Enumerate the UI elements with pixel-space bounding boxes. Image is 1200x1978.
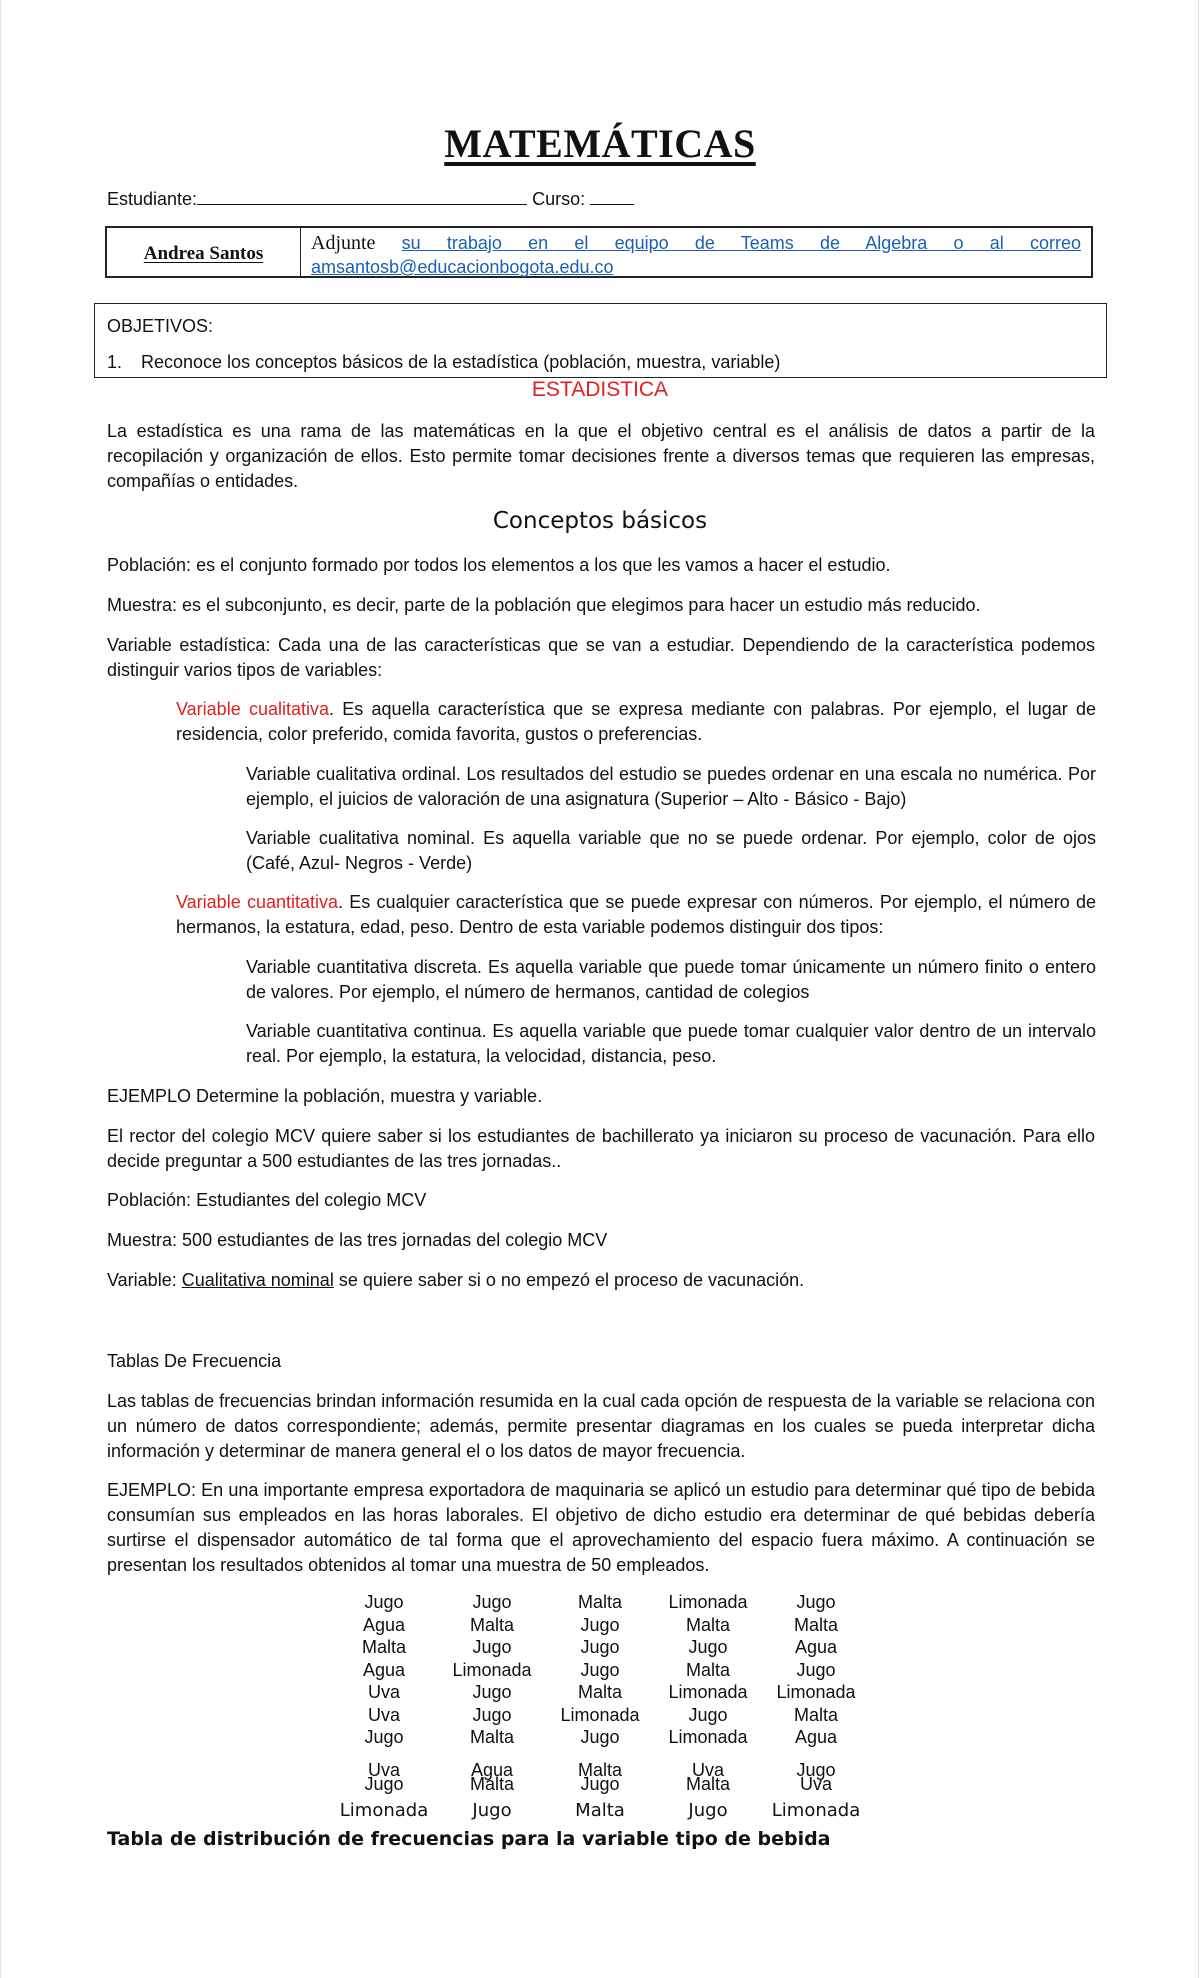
grid-cell: Malta [685, 1614, 730, 1635]
grid-cell: Jugo [688, 1704, 728, 1725]
grid-cell: Malta [469, 1614, 514, 1635]
grid-cell: Jugo [580, 1774, 620, 1794]
grid-cell: Limonada [771, 1799, 861, 1821]
example1-variable-type: Cualitativa nominal [181, 1270, 334, 1290]
poblacion-text: es el conjunto formado por todos los elementos a los que les vamos a hacer el estudio. [196, 555, 891, 575]
grid-cell: Malta [793, 1704, 838, 1725]
grid-cell: Malta [575, 1799, 625, 1821]
concept-poblacion [107, 553, 1095, 578]
course-field[interactable] [590, 186, 634, 205]
grid-cell: Limonada [339, 1799, 429, 1821]
muestra-term: Muestra: [107, 595, 178, 615]
grid-cell: Uva [367, 1682, 400, 1702]
objective-text: Reconoce los conceptos básicos de la estadística (población, muestra, variable) [141, 352, 781, 372]
discreta-text: . Es aquella variable que puede tomar únicamente un número finito o entero de valores. Por ejemplo, el número de hermanos, cantidad de colegios [246, 957, 1096, 1002]
grid-cell: Malta [577, 1682, 622, 1702]
example1-text: El rector del colegio MCV quiere saber si los estudiantes de bachillerato ya iniciaron su proceso de vacunación. Para ello decide preguntar a 500 estudiantes de las tres jornadas.. [107, 1126, 1095, 1171]
grid-cell: Agua [470, 1759, 514, 1780]
course-label: Curso: [532, 189, 586, 209]
grid-cell: Jugo [472, 1799, 512, 1821]
student-line [107, 186, 634, 210]
continua-text: . Es aquella variable que puede tomar cualquier valor dentro de un intervalo real. Por ejemplo, la estatura, la velocidad, distancia, peso. [246, 1021, 1096, 1066]
table-caption: Tabla de distribución de frecuencias para la variable tipo de bebida [107, 1828, 831, 1850]
grid-row [330, 1659, 870, 1682]
example1-variable-text: se quiere saber si o no empezó el proceso de vacunación. [338, 1270, 805, 1290]
grid-cell: Uva [799, 1774, 832, 1794]
grid-cell: Jugo [364, 1592, 404, 1612]
objectives-box [94, 303, 1107, 378]
poblacion-term: Población: [107, 555, 192, 575]
grid-cell: Jugo [796, 1759, 836, 1780]
example1-muestra-value: 500 estudiantes de las tres jornadas del colegio MCV [182, 1230, 608, 1250]
grid-row [330, 1681, 870, 1704]
submission-instructions [301, 228, 1091, 276]
grid-cell: Uva [367, 1704, 400, 1725]
grid-cell: Jugo [580, 1659, 620, 1680]
variable-term: Variable estadística: [107, 635, 271, 655]
grid-cell: Jugo [472, 1704, 512, 1725]
teacher-email-link[interactable]: amsantosb@educacionbogota.edu.co [311, 257, 614, 277]
example1-poblacion-label: Población: [107, 1190, 192, 1210]
concept-ordinal [246, 762, 1096, 812]
grid-cell: Limonada [776, 1682, 856, 1702]
grid-cell: Malta [577, 1592, 622, 1612]
example1-heading: EJEMPLO Determine la población, muestra y variable. [107, 1086, 543, 1106]
grid-cell: Uva [691, 1759, 724, 1780]
continua-term: Variable cuantitativa continua [246, 1021, 482, 1041]
grid-cell: Malta [685, 1774, 730, 1794]
grid-cell: Limonada [560, 1704, 640, 1725]
grid-cell: Limonada [668, 1682, 748, 1702]
teacher-name: Andrea Santos [107, 228, 301, 276]
grid-cell: Uva [367, 1759, 400, 1780]
frequency-heading: Tablas De Frecuencia [107, 1351, 282, 1371]
drinks-data-grid [330, 1591, 870, 1822]
grid-cell: Jugo [364, 1774, 404, 1794]
cuantitativa-term: Variable cuantitativa [176, 892, 339, 912]
cualitativa-term: Variable cualitativa [176, 699, 330, 719]
grid-cell: Agua [794, 1727, 838, 1747]
grid-cell: Limonada [668, 1592, 748, 1612]
grid-cell: Jugo [796, 1592, 836, 1612]
grid-row [330, 1726, 870, 1749]
grid-cell: Jugo [580, 1614, 620, 1635]
instructions-teams-link[interactable]: su trabajo en el equipo de Teams de Algebra o al correo [401, 233, 1081, 253]
variable-text: Cada una de las características que se van a estudiar. Dependiendo de la característica podemos distinguir varios tipos de variables: [107, 635, 1095, 680]
grid-cell: Malta [685, 1659, 730, 1680]
page-title: MATEMÁTICAS [444, 121, 756, 166]
cualitativa-text: . Es aquella característica que se expresa mediante con palabras. Por ejemplo, el lugar de residencia, color preferido, comida favorita, gustos o preferencias. [176, 699, 1097, 744]
grid-row [330, 1591, 870, 1614]
grid-cell: Malta [793, 1614, 838, 1635]
cuantitativa-text: . Es cualquier característica que se puede expresar con números. Por ejemplo, el número de hermanos, la estatura, edad, peso. Dentro de esta variable podemos distinguir dos tipos: [176, 892, 1097, 937]
concept-continua [246, 1019, 1096, 1069]
grid-cell: Jugo [364, 1727, 404, 1747]
grid-row [330, 1614, 870, 1637]
grid-cell: Agua [362, 1659, 406, 1680]
example1-muestra-label: Muestra: [107, 1230, 178, 1250]
grid-cell: Jugo [580, 1727, 620, 1747]
teacher-info-box [105, 226, 1093, 278]
example1-variable [107, 1268, 1095, 1293]
grid-cell: Agua [794, 1637, 838, 1657]
frequency-paragraph: Las tablas de frecuencias brindan información resumida en la cual cada opción de respuesta de la variable se relaciona con un número de datos correspondiente; además, permite presentar diagramas en los cuales se pueda interpretar dicha información y determinar de manera general el o los datos de mayor frecuencia. [107, 1391, 1095, 1461]
objectives-label: OBJETIVOS: [107, 316, 214, 336]
grid-cell: Jugo [688, 1799, 728, 1821]
example1-variable-label: Variable: [107, 1270, 177, 1290]
grid-cell: Agua [362, 1614, 406, 1635]
concept-nominal [246, 826, 1096, 876]
ordinal-term: Variable cualitativa ordinal [246, 764, 456, 784]
grid-cell: Limonada [452, 1659, 532, 1680]
grid-row [330, 1800, 870, 1823]
student-name-field[interactable] [197, 186, 527, 205]
example1-poblacion-value: Estudiantes del colegio MCV [196, 1190, 427, 1210]
grid-row [330, 1773, 870, 1796]
muestra-text: es el subconjunto, es decir, parte de la población que elegimos para hacer un estudio más reducido. [182, 595, 981, 615]
grid-cell: Jugo [472, 1682, 512, 1702]
grid-cell: Jugo [796, 1659, 836, 1680]
grid-cell: Malta [361, 1637, 406, 1657]
concept-muestra [107, 593, 1095, 618]
grid-row [330, 1704, 870, 1727]
grid-cell: Jugo [688, 1637, 728, 1657]
grid-cell: Jugo [472, 1592, 512, 1612]
example1-muestra [107, 1228, 1095, 1253]
nominal-text: . Es aquella variable que no se puede ordenar. Por ejemplo, color de ojos (Café, Azul- Negros - Verde) [246, 828, 1096, 873]
grid-cell: Malta [469, 1727, 514, 1747]
grid-row [330, 1636, 870, 1659]
example1-poblacion [107, 1188, 1095, 1213]
intro-paragraph: La estadística es una rama de las matemáticas en la que el objetivo central es el análisis de datos a partir de la recopilación y organización de ellos. Esto permite tomar decisiones frente a diversos temas que requieren las empresas, compañías o entidades. [107, 421, 1095, 491]
student-label: Estudiante: [107, 189, 198, 209]
grid-cell: Limonada [668, 1727, 748, 1747]
grid-cell: Malta [577, 1759, 622, 1780]
objective-item [107, 344, 1094, 380]
grid-cell: Jugo [580, 1637, 620, 1657]
discreta-term: Variable cuantitativa discreta [246, 957, 477, 977]
section-title: ESTADISTICA [531, 378, 669, 401]
concepts-heading: Conceptos básicos [492, 508, 708, 534]
grid-cell: Malta [469, 1774, 514, 1794]
concept-cualitativa [176, 697, 1096, 747]
instructions-lead: Adjunte [311, 232, 376, 254]
objective-number: 1. [107, 352, 123, 372]
concept-cuantitativa [176, 890, 1096, 940]
ordinal-text: . Los resultados del estudio se puedes ordenar en una escala no numérica. Por ejemplo, el juicios de valoración de una asignatura (Superior – Alto - Básico - Bajo) [246, 764, 1096, 809]
nominal-term: Variable cualitativa nominal [246, 828, 471, 848]
concept-variable [107, 633, 1095, 683]
grid-cell: Jugo [472, 1637, 512, 1657]
frequency-example: EJEMPLO: En una importante empresa exportadora de maquinaria se aplicó un estudio para determinar qué tipo de bebida consumían sus empleados en las horas laborales. El objetivo de dicho estudio era determinar de qué bebidas debería surtirse el dispensador automático de tal forma que el aprovechamiento del espacio fuera máximo. A continuación se presentan los resultados obtenidos al tomar una muestra de 50 empleados. [107, 1480, 1095, 1575]
concept-discreta [246, 955, 1096, 1005]
